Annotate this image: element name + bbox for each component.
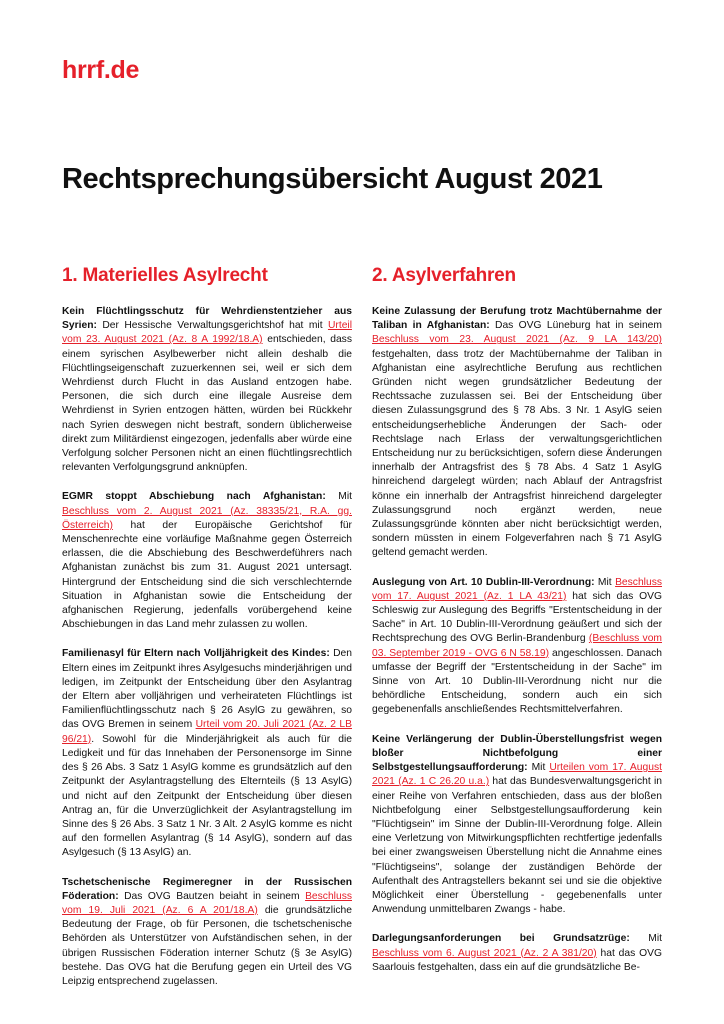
entry-lead: Tschetschenische Regimeregner in der Russischen Föderation:: [62, 876, 352, 902]
decision-link[interactable]: Beschluss vom 2. August 2021 (Az. 38335/21, R.A. gg. Österreich): [62, 505, 352, 531]
entry-text: Den Eltern eines im Zeitpunkt ihres Asylgesuchs minderjährigen und ledigen, im Zeitpunkt der Entscheidung über den Asylantrag der Eltern aber volljährigen und verheirateten Flüchtlings ist Familienflüchtlingsschutz nach § 26 AsylG zu gewähren, so das OVG Bremen in seinem: [62, 648, 352, 731]
entry-text: hat das OVG Saarlouis festgehalten, dass ein auf die grundsätzliche Be-: [372, 947, 662, 973]
entry-text: . Sowohl für die Minderjährigkeit als auch für die Ledigkeit und für das Innehaben der Personensorge im Sinne des § 26 Abs. 3 Satz 1 AsylG komme es grundsätzlich auf den Zeitpunkt der Asylantragstellung des Elternteils (§ 13 AsylG) und nicht auf den Zeitpunkt der Entscheidung über diesen Antrag an, für die Unverzüglichkeit der Asylantragstellung im Sinne des § 26 Abs. 3 Satz 1 Nr. 3 Alt. 2 AsylG komme es nicht auf den formellen Asylantrag (§ 14 AsylG), sondern auf das Asylgesuch (§ 13 AsylG) an.: [62, 733, 352, 859]
entry-text: Mit: [527, 762, 550, 774]
page-title: Rechtsprechungsübersicht August 2021: [62, 163, 603, 195]
entry-text: hat der Europäische Gerichtshof für Menschenrechte eine vorläufige Maßnahme gegen Österreich erlassen, die die Abschiebung des Beschwerdeführers nach Afghanistan zunächst bis zum 31. August 2021 untersagt. Hintergrund der Entscheidung sind die sich verschlechternde Situation in Afghanistan sowie die Entscheidung der afghanischen Regierung, jedenfalls vorübergehend keine Abschiebungen in das Land mehr zulassen zu wollen.: [62, 519, 352, 631]
entry-text: angeschlossen. Danach umfasse der Begriff der "Erstentscheidung in der Sache" im Sinne von Art. 10 Dublin-III-Verordnung nicht nur die behördliche Entscheidung, sondern auch ein sich gegebenenfalls anschließendes Rechtsmittelverfahren.: [372, 647, 662, 716]
entry-text: hat das Bundesverwaltungsgericht in einer Reihe von Verfahren entschieden, dass aus der bloßen Nichtbefolgung einer Selbstgestellungsaufforderung kein "Flüchtigsein" im Sinne der Dublin-III-Verordnung folge. Allein eine Verletzung von Mitwirkungspflichten rechtfertige jedenfalls bei einer zwangsweisen Überstellung nicht die Annahme eines "Flüchtigseins", solange der zuständigen Behörde der Aufenthalt des Antragstellers bekannt sei und sie die objektive Möglichkeit einer Überstellung - gegebenenfalls unter Anwendung unmittelbaren Zwangs - habe.: [372, 776, 662, 916]
entry-ueberstellungsfrist: [372, 733, 662, 918]
entry-wehrdienstentzieher: [62, 305, 352, 475]
entry-text: festgehalten, dass trotz der Machtübernahme der Taliban in Afghanistan eine asylrechtliche Berufung aus rechtlichen Gründen nicht wegen grundsätzlicher Bedeutung der Rechtssache zuzulassen sei. Bei der Entscheidung über diesen Zulassungsgrund des § 78 Abs. 3 Nr. 1 AsylG seien entscheidungserhebliche Änderungen der Sach- oder Rechtslage nach Erlass der verwaltungsgerichtlichen Entscheidung nur zu berücksichtigen, sofern diese Änderungen innerhalb der Antragsfrist des § 78 Abs. 4 Satz 1 AsylG hinreichend dargelegt würden; nach Ablauf der Antragsfrist könne ein innerhalb der Antragsfrist hinreichend dargelegter Zulassungsgrund noch ergänzt werden, neue Zulassungsgründe könnten aber nicht berücksichtigt werden, sondern müssten in einem Folgeverfahren nach § 71 AsylG geltend gemacht werden.: [372, 348, 662, 559]
entry-lead: Familienasyl für Eltern nach Volljährigkeit des Kindes:: [62, 648, 330, 660]
entry-taliban-berufung: [372, 305, 662, 561]
decision-link[interactable]: Beschluss vom 17. August 2021 (Az. 1 LA 43/21): [372, 576, 662, 602]
entry-text: Das OVG Bautzen beiaht in seinem: [118, 890, 306, 902]
decision-link[interactable]: Urteil vom 20. Juli 2021 (Az. 2 LB 96/21): [62, 719, 352, 745]
entry-text: hat sich das OVG Schleswig zur Auslegung des Begriffs "Erstentscheidung in der Sache" in Art. 10 Dublin-III-Verordnung geäußert und sich der Rechtsprechung des OVG Berlin-Brandenburg: [372, 590, 662, 645]
entry-text: Mit: [629, 933, 662, 945]
section-materielles-asylrecht: [62, 265, 352, 1004]
entry-text: Der Hessische Verwaltungsgerichtshof hat mit: [96, 320, 328, 332]
entry-egmr-afghanistan: [62, 490, 352, 632]
section-asylverfahren: [372, 265, 662, 990]
entry-familienasyl: [62, 647, 352, 860]
decision-link-secondary[interactable]: (Beschluss vom 03. September 2019 - OVG 6 N 58.19): [372, 633, 662, 659]
entry-lead: Kein Flüchtlingsschutz für Wehrdienstentzieher aus Syrien:: [62, 306, 352, 332]
section-heading: 1. Materielles Asylrecht: [62, 265, 268, 286]
entry-text: Mit: [594, 576, 616, 588]
section-heading: 2. Asylverfahren: [372, 265, 516, 286]
entry-lead: Auslegung von Art. 10 Dublin-III-Verordnung:: [372, 576, 595, 588]
entry-lead: EGMR stoppt Abschiebung nach Afghanistan:: [62, 491, 326, 503]
decision-link[interactable]: Beschluss vom 6. August 2021 (Az. 2 A 381/20): [372, 947, 597, 959]
entry-lead: Keine Zulassung der Berufung trotz Machtübernahme der Taliban in Afghanistan:: [372, 306, 662, 332]
entry-lead: Keine Verlängerung der Dublin-Überstellungsfrist wegen bloßer Nichtbefolgung einer Selbstgestellungsaufforderung:: [372, 733, 662, 774]
decision-link[interactable]: Beschluss vom 23. August 2021 (Az. 9 LA 143/20): [372, 334, 662, 346]
entry-lead: Darlegungsanforderungen bei Grundsatzrüge:: [372, 933, 630, 945]
decision-link[interactable]: Urteil vom 23. August 2021 (Az. 8 A 1992/18.A): [62, 320, 352, 346]
entry-grundsatzruege: [372, 932, 662, 975]
decision-link[interactable]: Urteilen vom 17. August 2021 (Az. 1 C 26.20 u.a.): [372, 762, 662, 788]
entry-dublin-art10: [372, 576, 662, 718]
entry-text: die grundsätzliche Bedeutung der Frage, ob für Personen, die tschetschenische Behörden als Unterstützer von Aufständischen sehen, in der übrigen Russischen Föderation interner Schutz (§ 3e AsylG) bestehe. Das OVG hat die Berufung gegen ein Urteil des VG Leipzig entsprechend zugelassen.: [62, 904, 352, 987]
brand-logo[interactable]: hrrf.de: [62, 56, 140, 84]
entry-tschetschenische-regimegegner: [62, 876, 352, 990]
entry-text: entschieden, dass einem syrischen Asylbewerber nicht allein deshalb die Flüchtlingseigenschaft zuzuerkennen sei, weil er sich dem Wehrdienst durch Flucht in das Ausland entzogen habe. Personen, die sich durch eine illegale Ausreise dem Wehrdienst in Syrien entzogen hätten, würden bei Rückkehr nach Syrien deswegen nicht bestraft, sondern üblicherweise direkt zum Militärdienst eingezogen, jedenfalls aber würde eine Verfolgung solcher Personen nicht an einen flüchtlingsrechtlich relevanten Verfolgungsgrund anknüpfen.: [62, 334, 352, 474]
decision-link[interactable]: Beschluss vom 19. Juli 2021 (Az. 6 A 201/18.A): [62, 890, 352, 916]
entry-text: Mit: [325, 491, 352, 503]
entry-text: Das OVG Lüneburg hat in seinem: [489, 320, 662, 332]
